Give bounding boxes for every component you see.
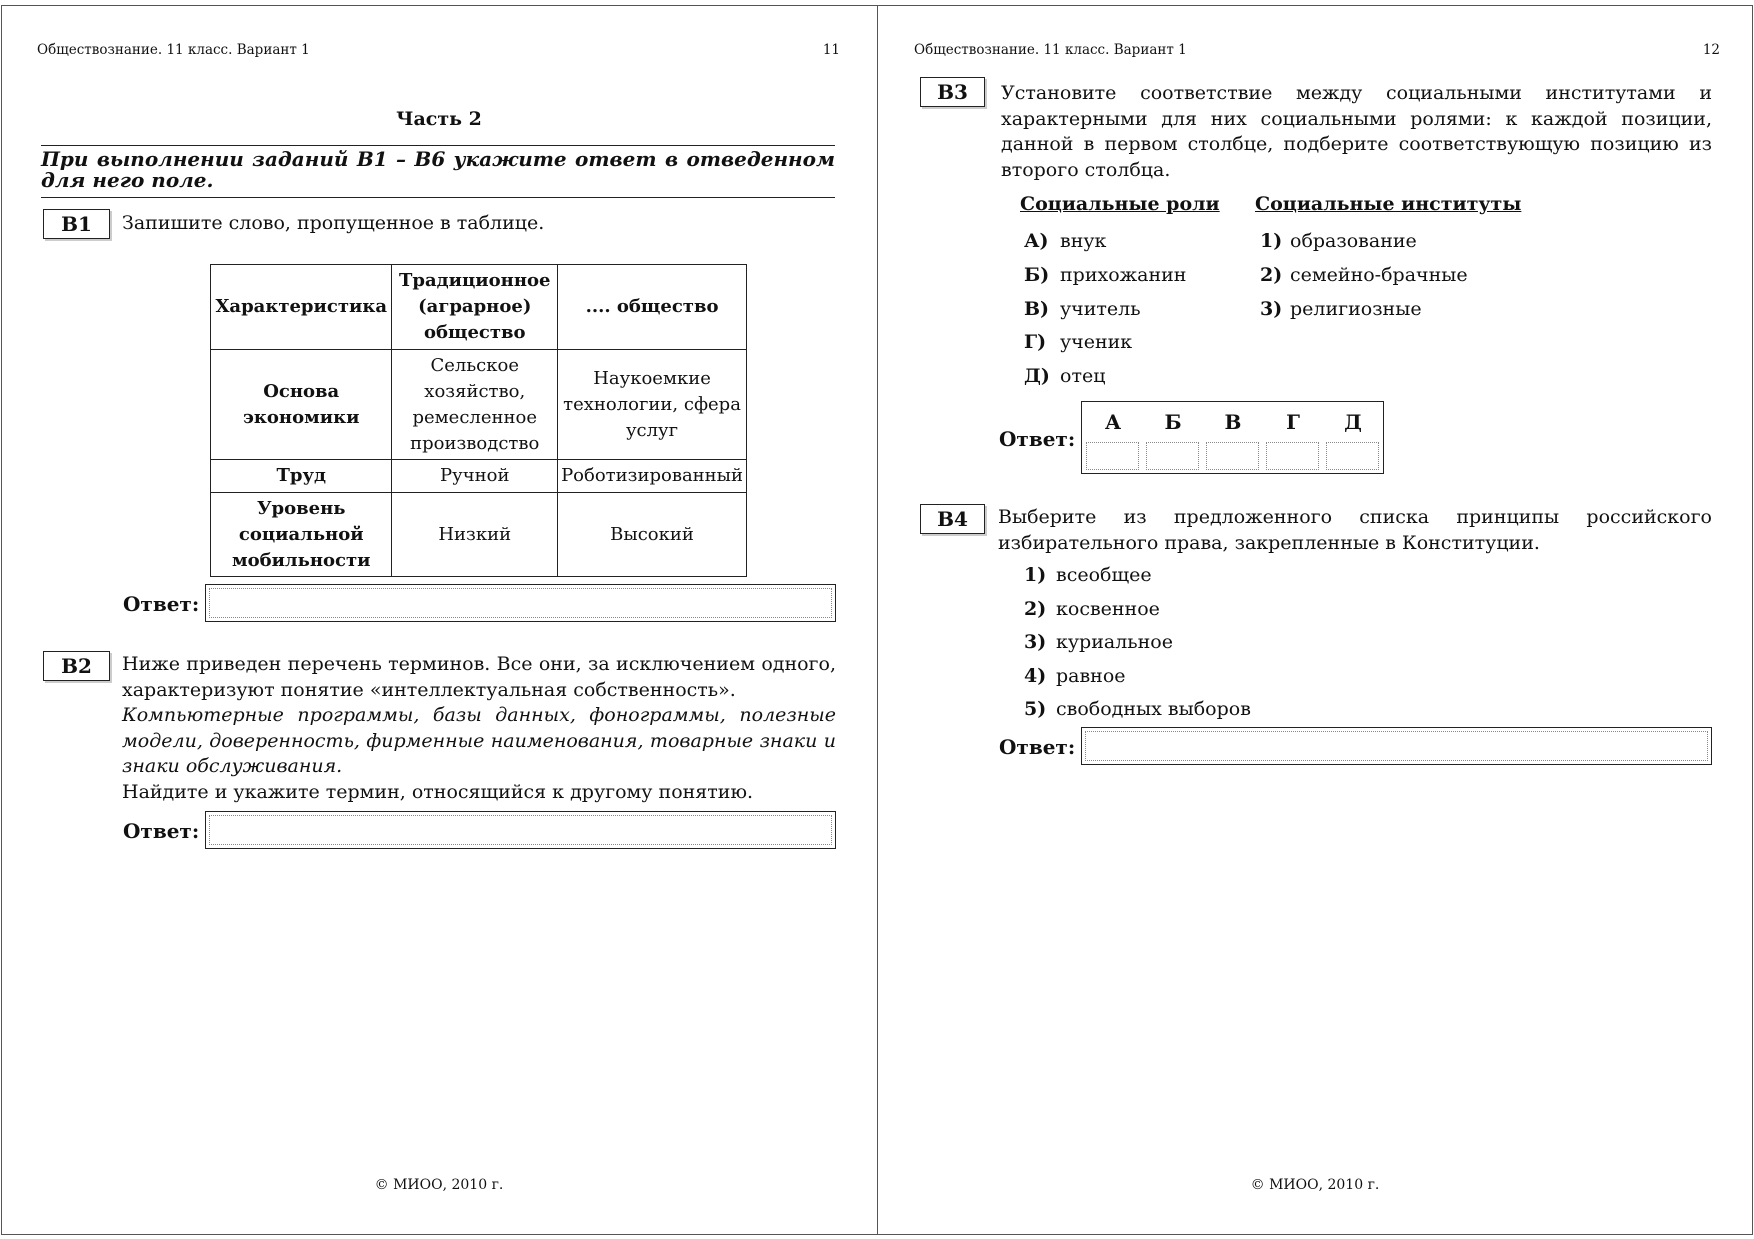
part-title: Часть 2 (396, 108, 482, 130)
b4-answer-field[interactable] (1081, 727, 1712, 765)
table-cell: Труд (211, 460, 392, 493)
task-label-b3: В3 (920, 77, 985, 107)
role-item: Д) отец (1024, 365, 1106, 387)
table-header: Характеристика (211, 265, 392, 350)
option-item: 2) косвенное (1024, 598, 1160, 620)
answer-col-label: А (1104, 410, 1122, 434)
answer-cell-v[interactable] (1206, 442, 1259, 470)
task-label-b1: В1 (43, 209, 110, 239)
option-item: 5) свободных выборов (1024, 698, 1251, 720)
footer-copyright: © МИОО, 2010 г. (374, 1177, 504, 1193)
table-cell: Низкий (392, 493, 558, 577)
answer-col-label: Б (1164, 410, 1182, 434)
answer-label: Ответ: (999, 735, 1076, 759)
task-label-b2: В2 (43, 651, 110, 681)
task-b2-question: Найдите и укажите термин, относящийся к другому понятию. (122, 781, 754, 803)
role-item: Б) прихожанин (1024, 264, 1187, 286)
role-item: В) учитель (1024, 298, 1141, 320)
part-instruction: При выполнении заданий В1 – В6 укажите ответ в отведенном для него поле. (41, 147, 835, 192)
task-b3-text: Установите соответствие между социальными институтами и характерными для них социальными ролями: к каждой позиции, данной в первом столбце, подберите соответствующую позицию из второго столбца. (1001, 82, 1712, 181)
table-cell: Основа экономики (211, 350, 392, 460)
answer-cell-g[interactable] (1266, 442, 1319, 470)
table-cell: Ручной (392, 460, 558, 493)
answer-cell-b[interactable] (1146, 442, 1199, 470)
institution-item: 3) религиозные (1260, 298, 1422, 320)
right-page (877, 5, 1753, 1235)
institution-item: 1) образование (1260, 230, 1417, 252)
table-cell: Наукоемкие технологии, сфера услуг (558, 350, 747, 460)
table-cell: Высокий (558, 493, 747, 577)
task-b4-text: Выберите из предложенного списка принципы российского избирательного права, закрепленные в Конституции. (998, 506, 1712, 554)
option-item: 1) всеобщее (1024, 564, 1152, 586)
column-heading-institutions: Социальные институты (1255, 193, 1522, 215)
table-cell: Уровень социальной мобильности (211, 493, 392, 577)
page-number-right: 12 (1702, 42, 1720, 58)
divider (41, 197, 835, 198)
page-header-subject: Обществознание. 11 класс. Вариант 1 (37, 42, 310, 58)
answer-col-label: Д (1344, 410, 1362, 434)
table-cell: Сельское хозяйство, ремесленное производство (392, 350, 558, 460)
option-item: 4) равное (1024, 665, 1126, 687)
answer-label: Ответ: (123, 592, 200, 616)
table-header: .... общество (558, 265, 747, 350)
role-item: А) внук (1024, 230, 1107, 252)
answer-label: Ответ: (999, 427, 1076, 451)
role-item: Г) ученик (1024, 331, 1133, 353)
column-heading-roles: Социальные роли (1020, 193, 1220, 215)
answer-cell-d[interactable] (1326, 442, 1379, 470)
page-header-subject: Обществознание. 11 класс. Вариант 1 (914, 42, 1187, 58)
divider (41, 145, 835, 146)
b2-answer-field[interactable] (205, 811, 836, 849)
task-label-b4: В4 (920, 504, 985, 534)
table-cell: Роботизированный (558, 460, 747, 493)
answer-label: Ответ: (123, 819, 200, 843)
task-b1-text: Запишите слово, пропущенное в таблице. (122, 212, 545, 234)
page-number-left: 11 (822, 42, 840, 58)
institution-item: 2) семейно-брачные (1260, 264, 1468, 286)
option-item: 3) куриальное (1024, 631, 1173, 653)
b1-answer-field[interactable] (205, 584, 836, 622)
footer-copyright: © МИОО, 2010 г. (1250, 1177, 1380, 1193)
task-b2-text: Ниже приведен перечень терминов. Все они, за исключением одного, характеризуют понятие «интеллектуальная собственность». (122, 653, 836, 701)
answer-col-label: В (1224, 410, 1242, 434)
table-header: Традиционное (аграрное) общество (392, 265, 558, 350)
task-b2-terms: Компьютерные программы, базы данных, фонограммы, полезные модели, доверенность, фирменные наименования, товарные знаки и знаки обслуживания. (122, 704, 836, 777)
b1-table (210, 264, 747, 577)
b3-answer-table (1081, 401, 1384, 474)
answer-col-label: Г (1286, 410, 1300, 434)
answer-cell-a[interactable] (1086, 442, 1139, 470)
